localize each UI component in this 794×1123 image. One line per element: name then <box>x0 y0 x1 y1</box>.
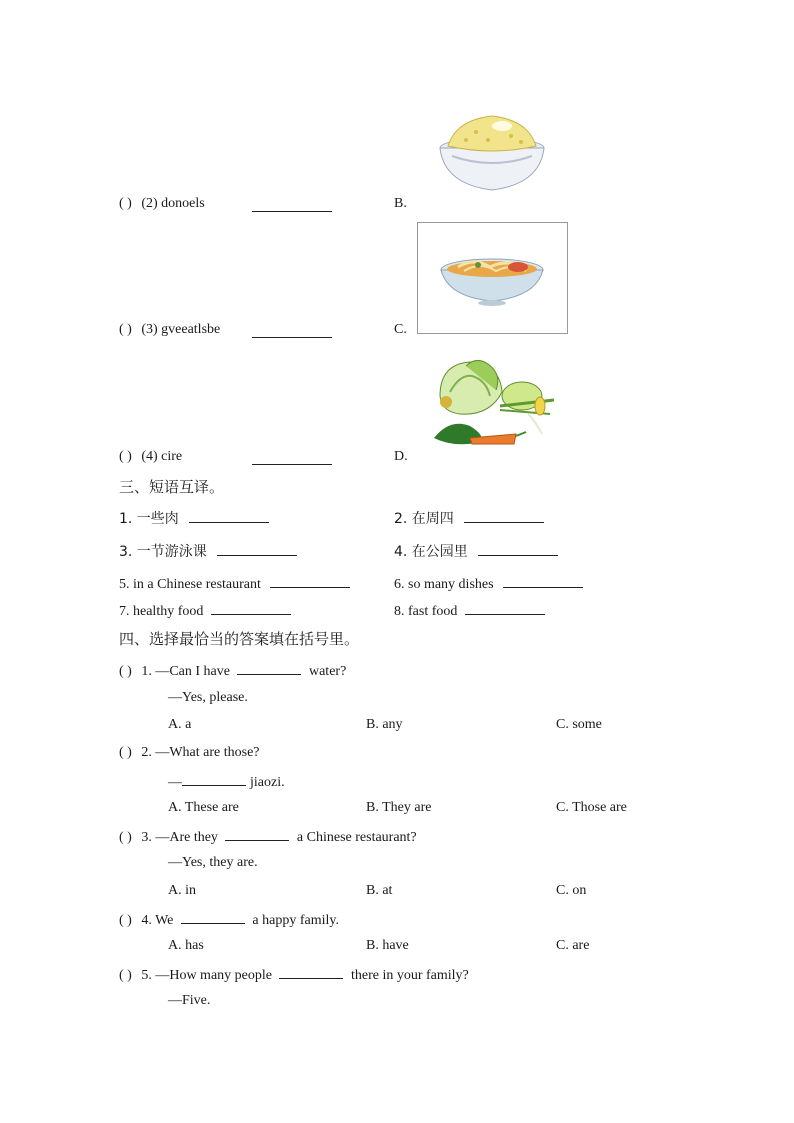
choice-letter: C. <box>394 322 407 337</box>
question-stem: 4. We <box>141 913 174 928</box>
vegetables-image <box>430 356 556 450</box>
option-b[interactable]: B. any <box>366 717 403 732</box>
question-2 <box>119 745 260 761</box>
question-5 <box>119 966 469 984</box>
noodles-picture-frame <box>417 222 568 334</box>
answer-paren[interactable]: ( ) <box>119 745 132 760</box>
translate-item-5: 5. in a Chinese restaurant <box>119 575 350 593</box>
choice-letter: B. <box>394 196 407 211</box>
answer-blank[interactable] <box>279 966 343 979</box>
option-c[interactable]: C. Those are <box>556 800 627 815</box>
question-stem-end: water? <box>308 664 347 679</box>
translate-item-2: 2. 在周四 <box>394 508 544 528</box>
choice-letter: D. <box>394 449 408 464</box>
answer-paren[interactable]: ( ) <box>119 664 132 679</box>
answer-blank[interactable] <box>252 199 332 212</box>
rice-bowl-image <box>436 112 548 192</box>
scrambled-word: (4) cire <box>141 449 183 464</box>
question-stem: 2. —What are those? <box>141 745 260 760</box>
match-row-4 <box>119 449 182 465</box>
question-4 <box>119 911 339 929</box>
answer-blank[interactable] <box>478 543 558 556</box>
answer-paren[interactable]: ( ) <box>119 449 132 464</box>
option-b[interactable]: B. at <box>366 883 393 898</box>
option-c[interactable]: C. on <box>556 883 587 898</box>
option-a[interactable]: A. has <box>168 938 204 953</box>
section-4-heading: 四、选择最恰当的答案填在括号里。 <box>119 630 360 648</box>
answer-paren[interactable]: ( ) <box>119 913 132 928</box>
question-stem-end: a happy family. <box>252 913 339 928</box>
answer-blank[interactable] <box>211 602 291 615</box>
option-c[interactable]: C. are <box>556 938 590 953</box>
match-row-3 <box>119 322 220 338</box>
translate-item-8: 8. fast food <box>394 602 545 620</box>
question-reply: — jiaozi. <box>168 775 285 790</box>
option-a[interactable]: A. in <box>168 883 196 898</box>
option-a[interactable]: A. a <box>168 717 192 732</box>
translate-item-3: 3. 一节游泳课 <box>119 541 297 561</box>
answer-blank[interactable] <box>189 510 269 523</box>
question-stem-end: a Chinese restaurant? <box>296 830 417 845</box>
scrambled-word: (2) donoels <box>141 196 205 211</box>
question-reply: —Yes, they are. <box>168 855 258 870</box>
answer-blank[interactable] <box>464 510 544 523</box>
answer-blank[interactable] <box>503 575 583 588</box>
answer-paren[interactable]: ( ) <box>119 968 132 983</box>
answer-blank[interactable] <box>252 452 332 465</box>
answer-blank[interactable] <box>182 773 246 786</box>
question-stem: 3. —Are they <box>141 830 218 845</box>
scrambled-word: (3) gveeatlsbe <box>141 322 221 337</box>
answer-blank[interactable] <box>237 662 301 675</box>
question-reply: —Yes, please. <box>168 690 248 705</box>
answer-paren[interactable]: ( ) <box>119 830 132 845</box>
answer-blank[interactable] <box>270 575 350 588</box>
answer-blank[interactable] <box>181 911 245 924</box>
question-stem-end: there in your family? <box>350 968 469 983</box>
option-c[interactable]: C. some <box>556 717 602 732</box>
question-stem: 1. —Can I have <box>141 664 230 679</box>
match-row-2 <box>119 196 205 212</box>
option-b[interactable]: B. have <box>366 938 409 953</box>
translate-item-1: 1. 一些肉 <box>119 508 269 528</box>
option-a[interactable]: A. These are <box>168 800 239 815</box>
answer-blank[interactable] <box>225 828 289 841</box>
question-reply: —Five. <box>168 993 211 1008</box>
option-b[interactable]: B. They are <box>366 800 432 815</box>
question-3 <box>119 828 417 846</box>
translate-item-7: 7. healthy food <box>119 602 291 620</box>
answer-paren[interactable]: ( ) <box>119 322 132 337</box>
translate-item-4: 4. 在公园里 <box>394 541 558 561</box>
question-stem: 5. —How many people <box>141 968 272 983</box>
question-1 <box>119 662 346 680</box>
section-3-heading: 三、短语互译。 <box>119 478 225 496</box>
noodles-bowl-image <box>418 223 567 333</box>
answer-paren[interactable]: ( ) <box>119 196 132 211</box>
answer-blank[interactable] <box>465 602 545 615</box>
translate-item-6: 6. so many dishes <box>394 575 583 593</box>
answer-blank[interactable] <box>252 325 332 338</box>
answer-blank[interactable] <box>217 543 297 556</box>
